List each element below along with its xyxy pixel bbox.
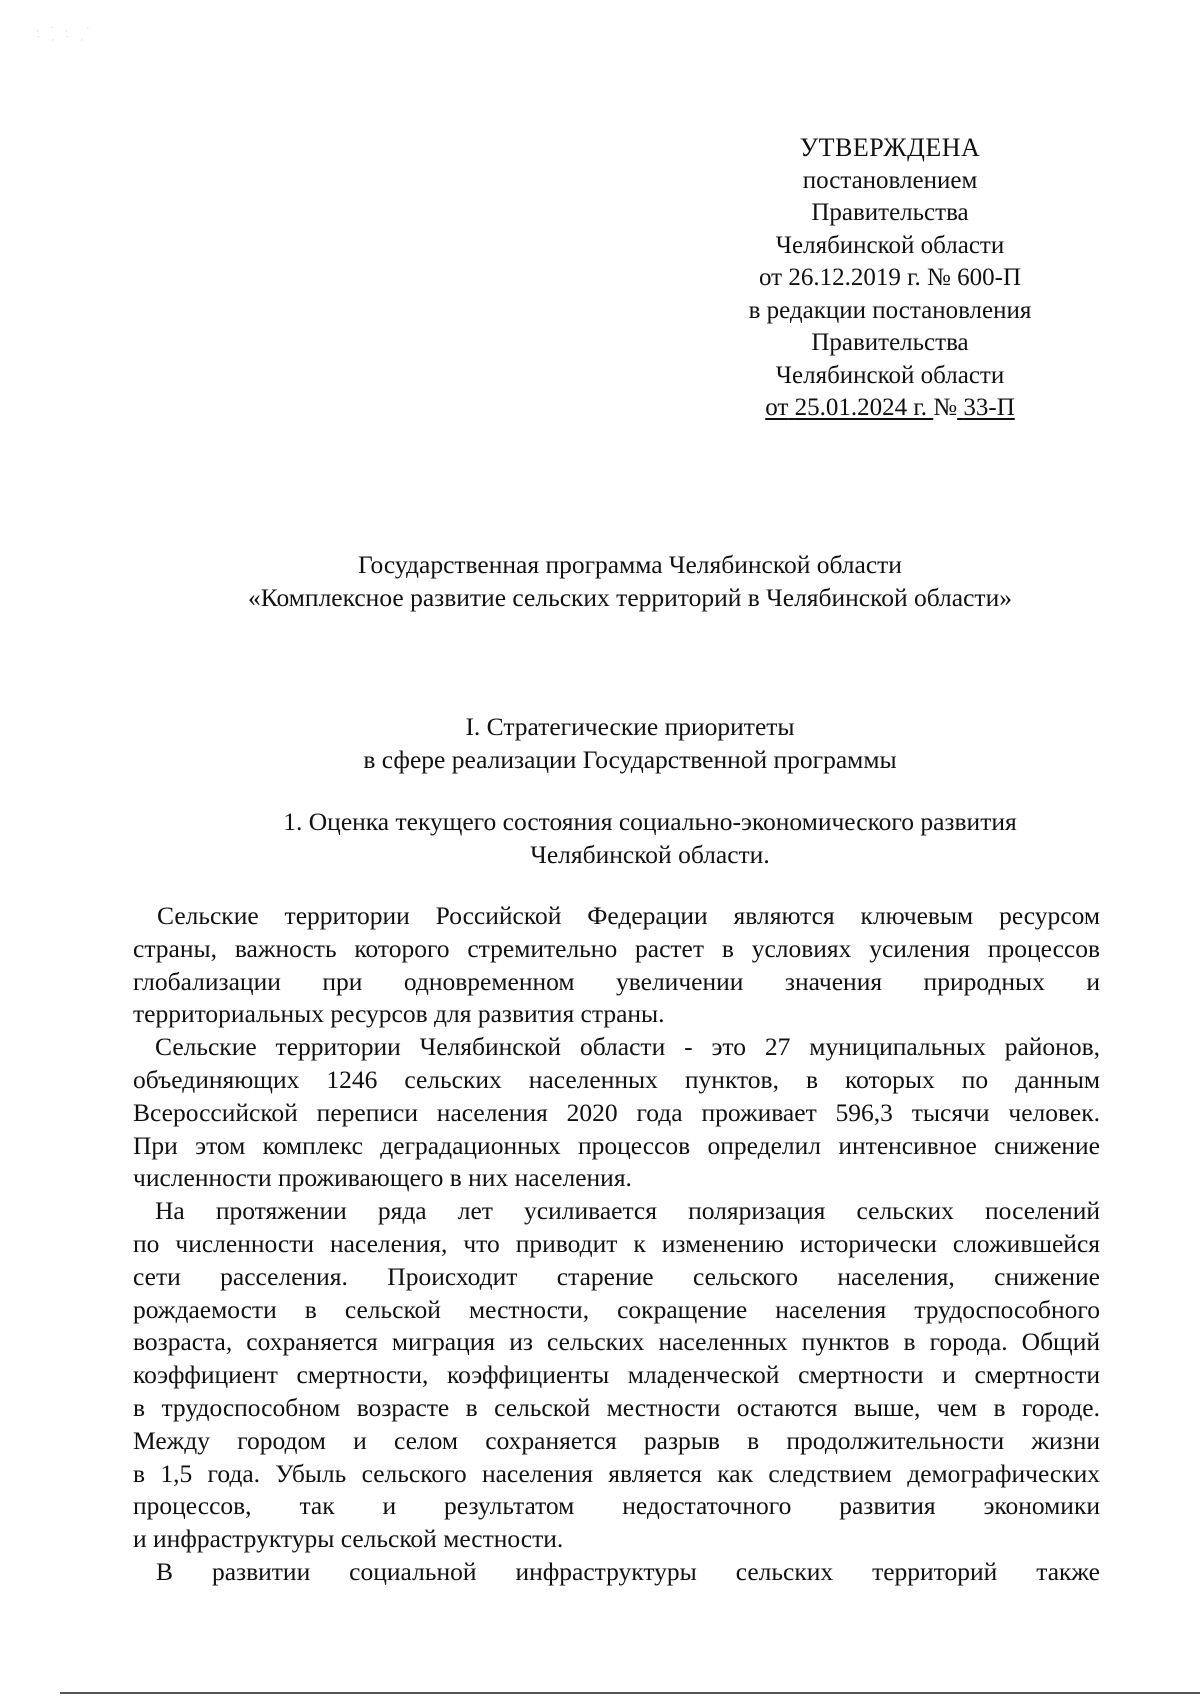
approval-date-prefix: от xyxy=(765,394,789,421)
body-line: В развитии социальной инфраструктуры сельских территорий также xyxy=(156,1556,1100,1586)
approval-line: Правительства xyxy=(811,329,969,356)
body-text xyxy=(133,900,1100,1589)
approval-line: Правительства xyxy=(811,199,969,226)
body-line: Сельские территории Челябинской области - это 27 муниципальных районов, xyxy=(155,1032,1100,1062)
program-title xyxy=(130,548,1130,614)
body-line: в 1,5 года. Убыль сельского населения является как следствием демографических xyxy=(133,1458,1100,1488)
body-line: объединяющих 1246 сельских населенных пунктов, в которых по данным xyxy=(133,1064,1100,1094)
body-line: При этом комплекс деградационных процессов определил интенсивное снижение xyxy=(133,1130,1100,1160)
program-title-line: «Комплексное развитие сельских территорий в Челябинской области» xyxy=(248,583,1012,612)
body-line: Между городом и селом сохраняется разрыв в продолжительности жизни xyxy=(133,1425,1100,1455)
approval-line: Челябинской области xyxy=(775,361,1005,389)
body-line: страны, важность которого стремительно растет в условиях усиления процессов xyxy=(133,933,1100,963)
approval-stamp-block xyxy=(700,132,1080,425)
approval-number-sign: № xyxy=(933,394,958,421)
body-line: по численности населения, что приводит к изменению исторически сложившейся xyxy=(133,1228,1100,1258)
section-heading-line: I. Стратегические приоритеты xyxy=(465,712,795,741)
body-line: коэффициент смертности, коэффициенты младенческой смертности и смертности xyxy=(133,1360,1100,1390)
section-heading xyxy=(130,710,1130,776)
scan-artifact: · ˙ · ˙ ˙ · ˙ · xyxy=(36,27,95,46)
body-line: численности проживающего в них населения. xyxy=(133,1163,632,1193)
body-line: глобализации при одновременном увеличении значения природных и xyxy=(133,966,1100,996)
body-line: и инфраструктуры сельской местности. xyxy=(133,1524,564,1554)
body-line: Сельские территории Российской Федерации являются ключевым ресурсом xyxy=(157,901,1100,930)
approval-amendment-date-line xyxy=(700,392,1080,425)
body-line: территориальных ресурсов для развития страны. xyxy=(133,999,665,1029)
body-line: в трудоспособном возрасте в сельской местности остаются выше, чем в городе. xyxy=(133,1392,1100,1422)
body-line: На протяжении ряда лет усиливается поляризация сельских поселений xyxy=(155,1196,1100,1226)
body-line: рождаемости в сельской местности, сокращение населения трудоспособного xyxy=(133,1294,1100,1324)
body-line: процессов, так и результатом недостаточного развития экономики xyxy=(133,1491,1100,1521)
body-line: возраста, сохраняется миграция из сельских населенных пунктов в города. Общий xyxy=(133,1327,1100,1357)
approval-line: Челябинской области xyxy=(775,231,1005,259)
program-title-line: Государственная программа Челябинской области xyxy=(358,550,902,579)
subsection-heading-line: 1. Оценка текущего состояния социально-экономического развития xyxy=(283,807,1017,836)
approval-number: 33-П xyxy=(963,394,1015,421)
approval-heading: УТВЕРЖДЕНА xyxy=(799,133,981,162)
approval-line: от 26.12.2019 г. № 600-П xyxy=(758,264,1021,291)
approval-date: 25.01.2024 г. xyxy=(794,394,928,421)
body-line: Всероссийской переписи населения 2020 года проживает 596,3 тысячи человек. xyxy=(133,1097,1100,1127)
approval-line: постановлением xyxy=(802,166,978,194)
section-heading-line: в сфере реализации Государственной программы xyxy=(363,745,897,774)
body-line: сети расселения. Происходит старение сельского населения, снижение xyxy=(133,1261,1100,1291)
approval-line: в редакции постановления xyxy=(748,296,1032,324)
page-bottom-edge xyxy=(60,1692,1200,1694)
subsection-heading xyxy=(150,805,1150,871)
subsection-heading-line: Челябинской области. xyxy=(530,840,770,869)
